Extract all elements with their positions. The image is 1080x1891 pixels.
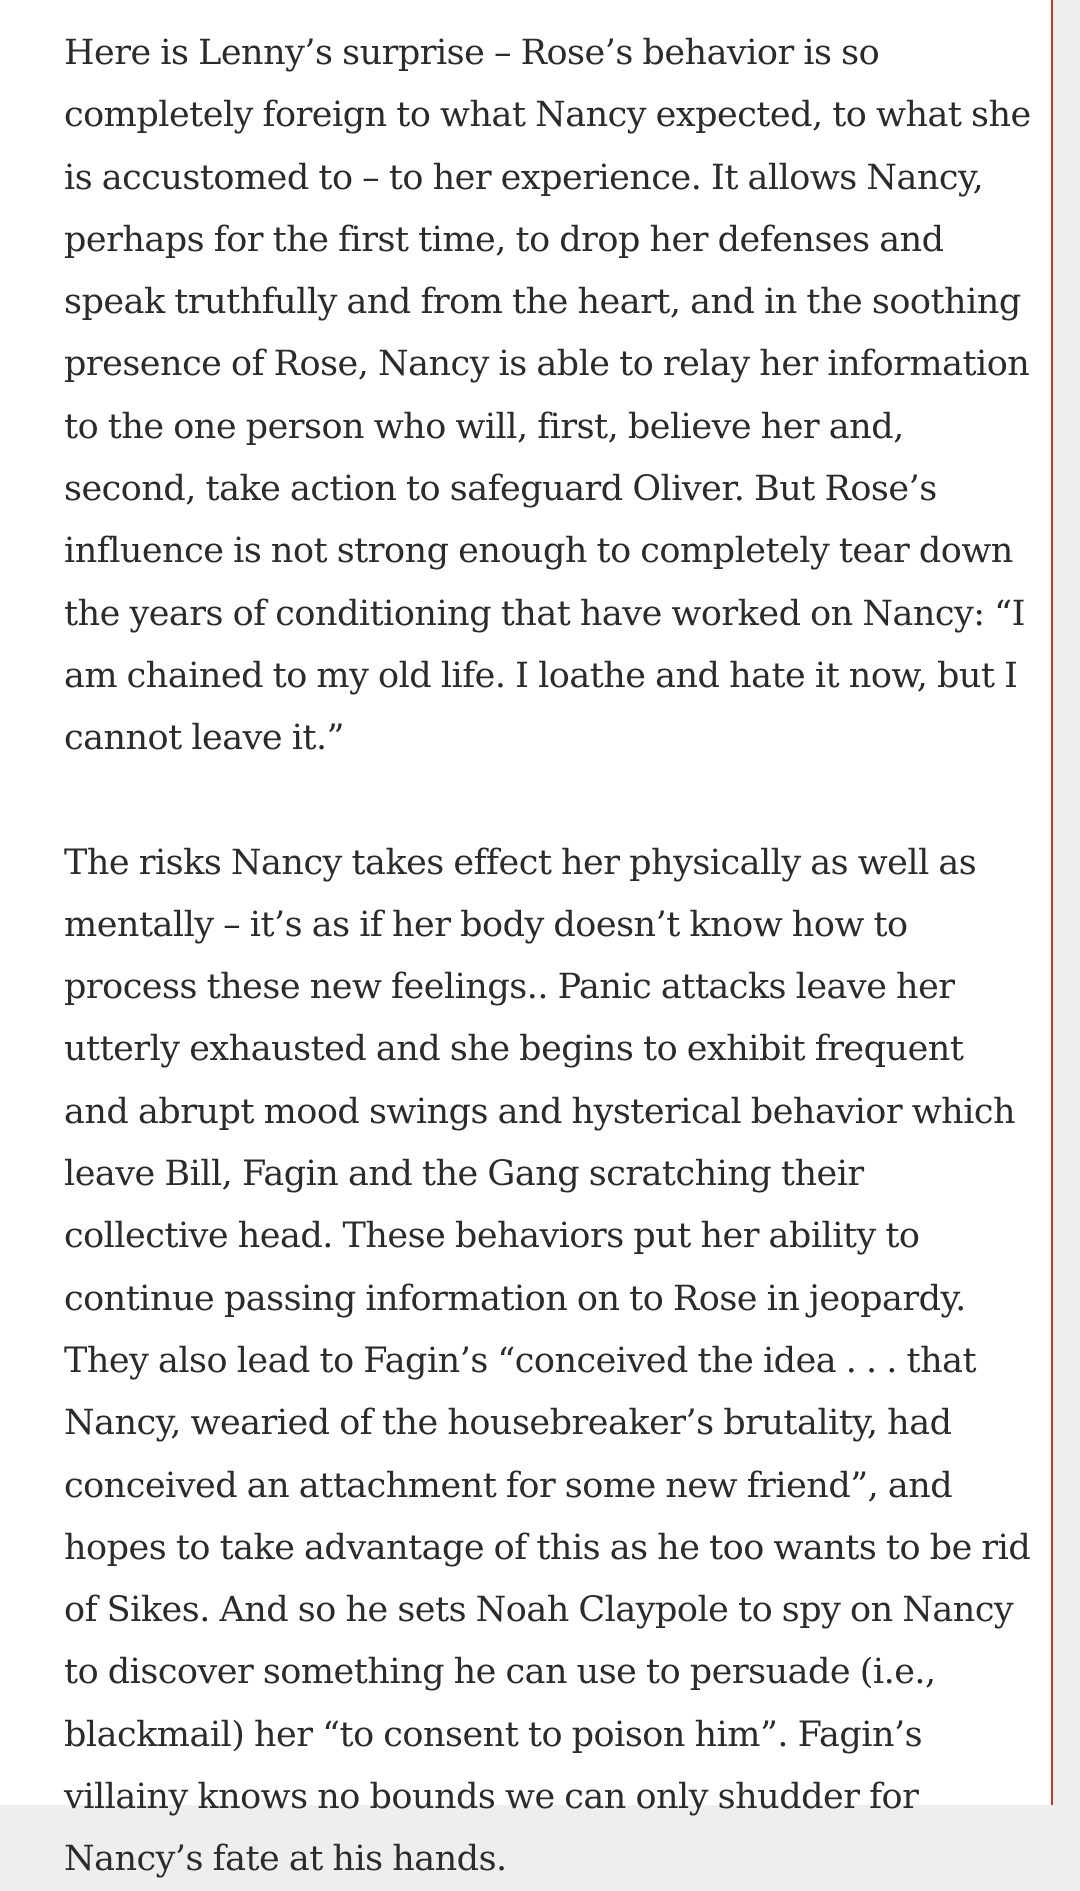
paragraph: Here is Lenny’s surprise – Rose’s behavior is so completely foreign to what Nancy expected, to what she is accustomed to – to her experience. It allows Nancy, perhaps for the first time, to drop her defenses and speak truthfully and from the heart, and in the soothing presence of Rose, Nancy is able to relay her information to the one person who will, first, believe her and, second, take action to safeguard Oliver. But Rose’s influence is not strong enough to completely tear down the years of conditioning that have worked on Nancy: “I am chained to my old life. I loathe and hate it now, but I cannot leave it.”: [64, 33, 1031, 759]
paragraph: The risks Nancy takes effect her physically as well as mentally – it’s as if her body doesn’t know how to process these new feelings.. Panic attacks leave her utterly exhausted and she begins to exhibit frequent and abrupt mood swings and hysterical behavior which leave Bill, Fagin and the Gang scratching their collective head. These behaviors put her ability to continue passing information on to Rose in jeopardy. They also lead to Fagin’s “conceived the idea . . . that Nancy, wearied of the housebreaker’s brutality, had conceived an attachment for some new friend”, and hopes to take advantage of this as he too wants to be rid of Sikes. And so he sets Noah Claypole to spy on Nancy to discover something he can use to persuade (i.e., blackmail) her “to consent to poison him”. Fagin’s villainy knows no bounds we can only shudder for Nancy’s fate at his hands.: [64, 842, 1031, 1880]
article-body: [64, 22, 1034, 1891]
